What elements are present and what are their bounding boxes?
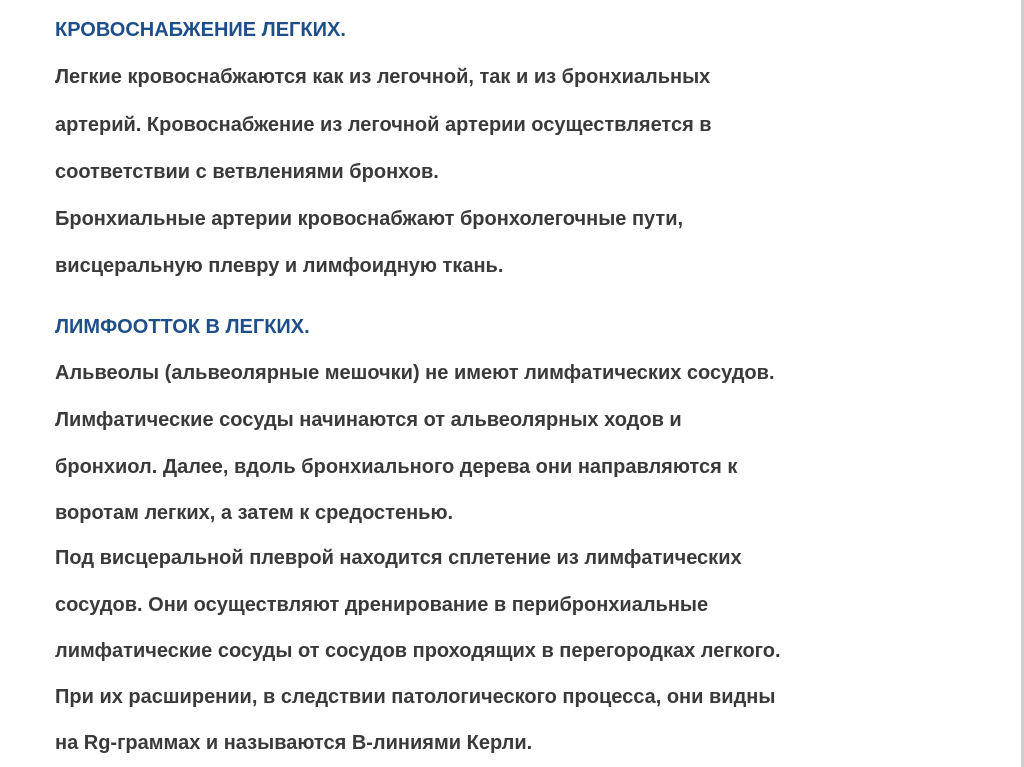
body-text-line: Бронхиальные артерии кровоснабжают бронхолегочные пути, <box>55 208 684 230</box>
body-text-line: сосудов. Они осуществляют дренирование в перибронхиальные <box>55 594 709 616</box>
body-text-line: Легкие кровоснабжаются как из легочной, так и из бронхиальных <box>55 66 711 88</box>
body-text-line: лимфатические сосуды от сосудов проходящих в перегородках легкого. <box>55 640 781 662</box>
body-text-line: бронхиол. Далее, вдоль бронхиального дерева они направляются к <box>55 456 738 478</box>
body-text-line: на Rg-граммах и называются B-линиями Керли. <box>55 732 533 754</box>
body-text-line: При их расширении, в следствии патологического процесса, они видны <box>55 686 776 708</box>
section-heading-lymph-drainage: ЛИМФООТТОК В ЛЕГКИХ. <box>55 316 310 338</box>
body-text-line: Лимфатические сосуды начинаются от альвеолярных ходов и <box>55 409 682 431</box>
body-text-line: артерий. Кровоснабжение из легочной артерии осуществляется в <box>55 114 712 136</box>
body-text-line: соответствии с ветвлениями бронхов. <box>55 161 439 183</box>
section-heading-blood-supply: КРОВОСНАБЖЕНИЕ ЛЕГКИХ. <box>55 19 346 41</box>
body-text-line: Под висцеральной плеврой находится сплетение из лимфатических <box>55 547 742 569</box>
body-text-line: воротам легких, а затем к средостенью. <box>55 502 454 524</box>
body-text-line: Альвеолы (альвеолярные мешочки) не имеют лимфатических сосудов. <box>55 362 775 384</box>
body-text-line: висцеральную плевру и лимфоидную ткань. <box>55 255 504 277</box>
